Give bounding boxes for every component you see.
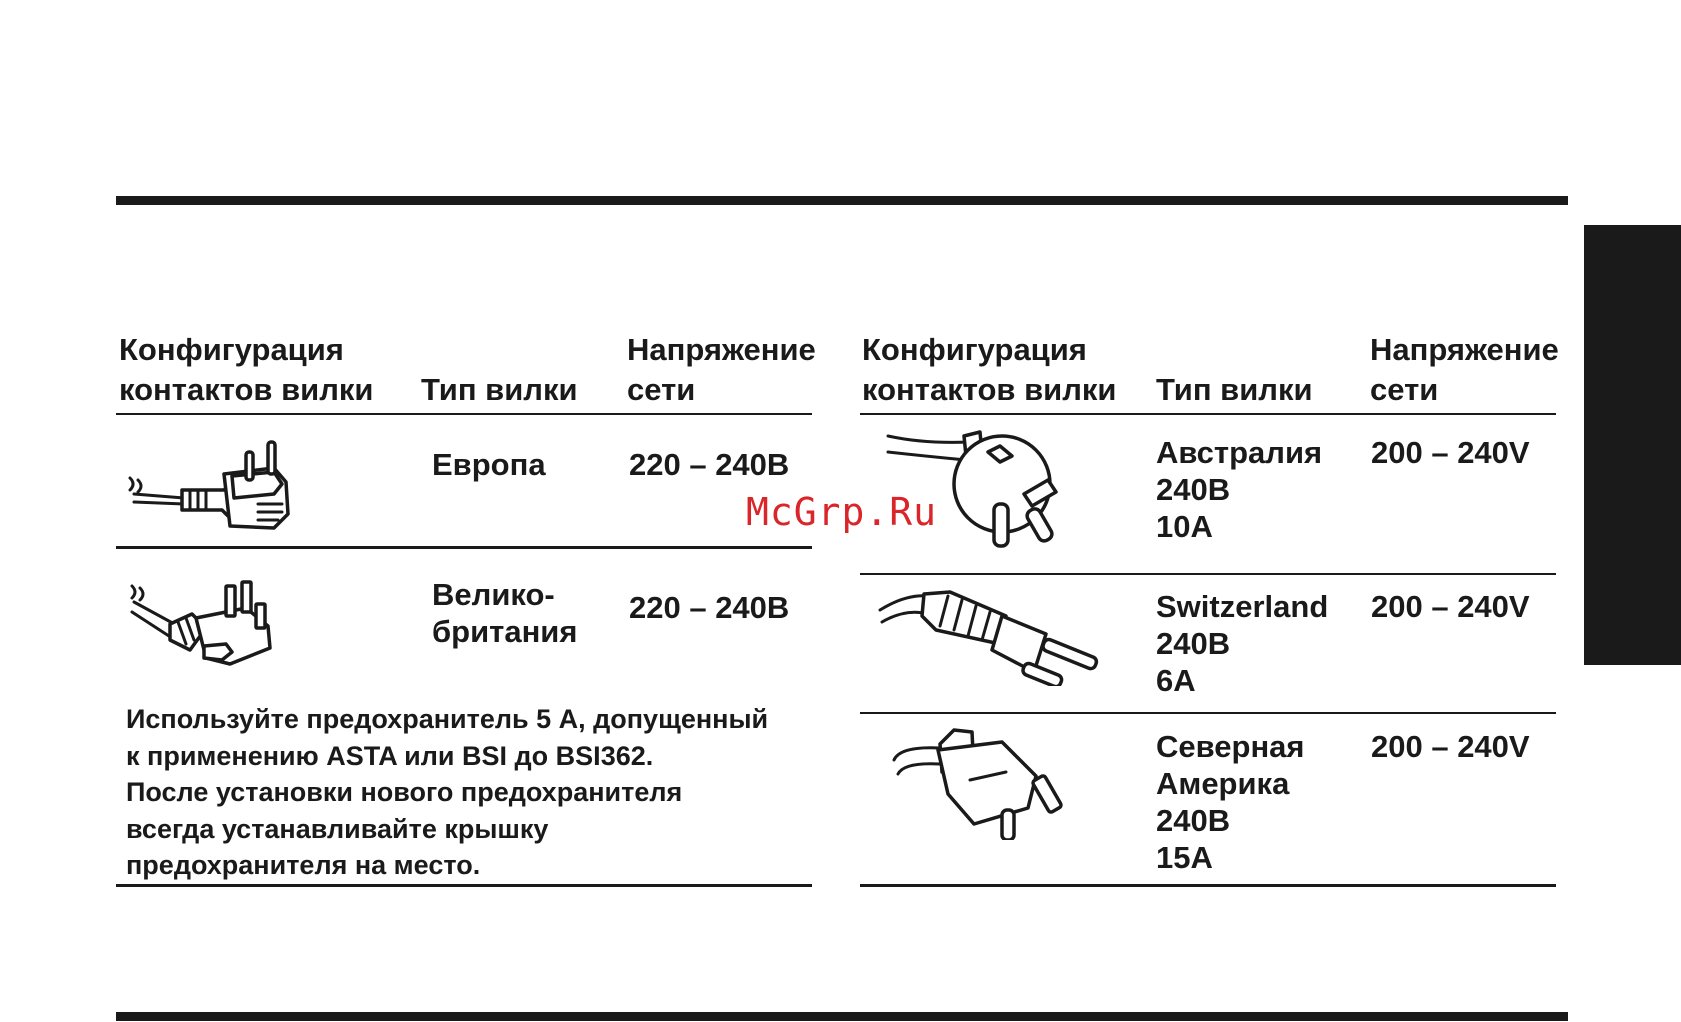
section-tab [1584,225,1681,665]
right-header-voltage [1370,330,1559,410]
right-row1-type-line1: Австралия [1156,435,1323,470]
right-row1-voltage: 200 – 240V [1371,435,1530,470]
right-row3-type-line2: Америка [1156,766,1290,801]
right-row2-type-line1: Switzerland [1156,589,1329,624]
right-row3-type [1156,728,1305,876]
right-row1-type [1156,434,1322,545]
left-row2-type-line1: Велико- [432,577,555,612]
right-row2-type [1156,588,1328,699]
fuse-note-line4: всегда устанавливайте крышку [126,813,549,844]
watermark-text: McGrp.Ru [746,490,938,534]
left-header-config [119,330,373,410]
north-america-plug-icon [890,724,1080,840]
left-row1-type [432,446,546,483]
left-row1-voltage: 220 – 240В [629,447,790,482]
left-header-voltage-line1: Напряжение [627,332,816,367]
left-row1-type-line1: Европа [432,447,546,482]
fuse-note-line2: к применению ASTA или BSI до BSI362. [126,740,654,771]
right-row2-voltage: 200 – 240V [1371,589,1530,624]
right-header-voltage-line1: Напряжение [1370,332,1559,367]
left-row2-voltage: 220 – 240В [629,590,790,625]
right-table-bottom-line [860,884,1556,887]
left-header-divider [116,413,812,415]
right-header-config-line1: Конфигурация [862,332,1087,367]
right-row3-voltage: 200 – 240V [1371,729,1530,764]
right-row3-type-line1: Северная [1156,729,1305,764]
left-header-type: Тип вилки [421,372,578,407]
right-header-voltage-line2: сети [1370,372,1439,407]
right-row3-type-line3: 240В [1156,803,1231,838]
left-row1-divider [116,546,812,549]
right-row2-type-line2: 240В [1156,626,1231,661]
right-header-divider [860,413,1556,415]
europe-plug-icon [124,432,294,532]
right-header-type: Тип вилки [1156,372,1313,407]
right-row1-type-line2: 240В [1156,472,1231,507]
right-row1-type-line3: 10А [1156,509,1213,544]
left-header-config-line2: контактов вилки [119,372,374,407]
right-row2-divider [860,712,1556,714]
right-row2-type-line3: 6А [1156,663,1196,698]
fuse-note-line5: предохранителя на место. [126,850,481,880]
left-header-voltage-line2: сети [627,372,696,407]
left-header-voltage [627,330,816,410]
right-header-config-line2: контактов вилки [862,372,1117,407]
switzerland-plug-icon [876,586,1102,686]
right-header-config [862,330,1116,410]
left-row2-type-line2: британия [432,614,578,649]
fuse-note-line1: Используйте предохранитель 5 А, допущенный [126,704,769,734]
uk-plug-icon [126,578,296,670]
right-row3-type-line4: 15А [1156,840,1213,875]
left-header-config-line1: Конфигурация [119,332,344,367]
fuse-note-line3: После установки нового предохранителя [126,777,683,807]
bottom-rule [116,1012,1568,1021]
left-table-bottom-line [116,884,812,887]
top-rule [116,196,1568,205]
left-row2-type [432,576,577,650]
right-row1-divider [860,573,1556,575]
fuse-note [126,701,768,884]
